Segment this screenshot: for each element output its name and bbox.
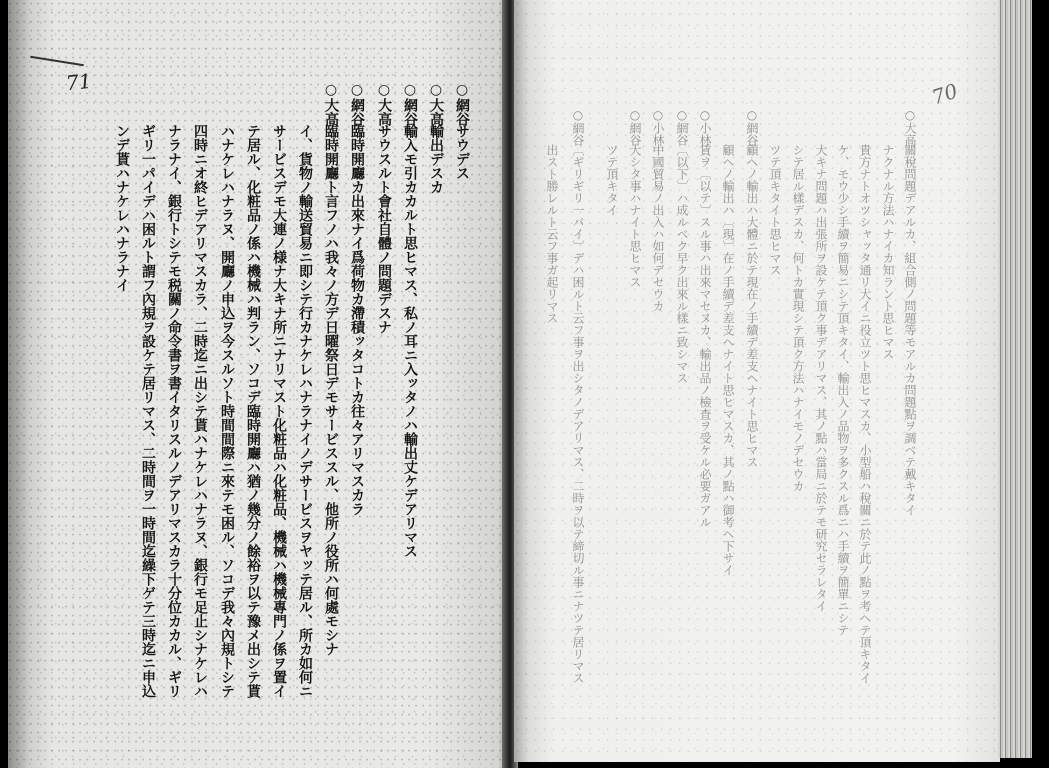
text-column (765, 108, 785, 708)
speaker-label: ○網谷 (454, 82, 470, 126)
text-column (321, 82, 341, 722)
column-text: 臨時開廳ト言フノハ我々ノ方デ日曜祭日デモサービススル、他所ノ役所ハ何處モシナ (323, 124, 339, 656)
column-text: ナラナイ、銀行トシテモ税關ノ命令書ヲ書イタリスルノデアリマスカラ十分位カカル、ギリ (166, 124, 182, 698)
column-text: ギリ一パイデハ困ルト謂フ內規ヲ設ケテ居リマス、二時間ヲ一時間迄繰下ゲテ三時迄ニ申込 (140, 124, 156, 698)
column-text: 顧ヘノ輸出ハ〔現〕在ノ手續デ差支ヘナイト思ヒマスカ、其ノ點ハ御考ヘ下サイ (721, 144, 735, 576)
text-column (347, 82, 367, 722)
column-text: 四時ニオ終ヒデアリマスカラ、二時迄ニ出シテ貰ハナケレハナラヌ、銀行モ足止シナケレハ (192, 124, 208, 698)
text-column (742, 108, 762, 708)
text-column (452, 82, 472, 722)
speaker-label: ○大高 (903, 108, 917, 146)
column-text: 中國貿易ノ出入ハ如何デセウカ (651, 144, 665, 312)
speaker-label: ○大高 (428, 82, 444, 126)
column-text: ナクナル方法ハナイカ知ラント思ヒマス (881, 144, 895, 360)
column-text: サウデス (454, 124, 470, 180)
column-text: 關稅問題デアルカ、組合側ノ問題等モアルカ問題點ヲ調ベテ戴キタイ (903, 144, 917, 516)
text-column (295, 82, 315, 722)
column-text: ンデ貰ハナケレハナラナイ (114, 124, 130, 292)
text-column (400, 82, 420, 722)
speaker-label: ○網谷 (628, 108, 642, 146)
column-text: 臨時開廳カ出來ナイ爲荷物カ滯積ッタコトカ往々アリマスカラ (349, 124, 365, 516)
text-column (243, 82, 263, 722)
column-text: 〔以下〕ハ成ルベク早ク出來ル樣ニ致シマス (675, 144, 689, 384)
text-column (718, 108, 738, 708)
column-text: ハナケレハナラヌ、開廳ノ申込ヲ今スルソト時間間際ニ來テモ困ル、ソコデ我々內規トシテ (219, 124, 235, 698)
speaker-label: ○網谷 (675, 108, 689, 146)
right-page (514, 0, 1000, 762)
page-number-right: 70 (928, 78, 961, 110)
page-stack-edge (998, 0, 1032, 758)
column-text: サービスデモ大連ノ様ナ大キナ所ニナリマスト化粧品ハ化粧品、機械ハ機械專門ノ係ヲ置イ (271, 124, 287, 698)
text-column (878, 108, 898, 708)
speaker-label: ○網谷 (402, 82, 418, 126)
text-column (426, 82, 446, 722)
text-column (695, 108, 715, 708)
text-column (625, 108, 645, 708)
speaker-label: ○大高 (323, 82, 339, 126)
speaker-label: ○小林 (651, 108, 665, 146)
column-text: 大シタ事ハナイト思ヒマス (628, 144, 642, 288)
text-column (648, 108, 668, 708)
text-column (112, 82, 132, 722)
speaker-label: ○網谷 (349, 82, 365, 126)
text-column (811, 108, 831, 708)
text-column (217, 82, 237, 722)
column-text: 輸出デスカ (428, 124, 444, 194)
column-text: 〔ギリギリ一パイ〕デハ困ルト云フ事ヲ出シタノデアリマス、二時ヲ以テ締切ル事ニナツテ居リマス (571, 144, 585, 684)
column-text: 出スト勝レルト云フ事ガ起リマス (545, 144, 559, 324)
text-column (788, 108, 808, 708)
text-column (900, 108, 920, 708)
text-column (568, 108, 588, 708)
column-text: ケ、モウ少シ手續ヲ簡易ニシテ頂キタイ、輸出入ノ品物ヲ多クスル爲ニハ手續ヲ簡單ニシテ (836, 144, 850, 636)
text-column (190, 82, 210, 722)
column-text: 輸入モ引カカルト思ヒマス、私ノ耳ニ入ッタノハ輸出丈ケデアリマス (402, 124, 418, 558)
text-column (164, 82, 184, 722)
column-text: 賃ヲ〔以テ〕スル事ハ出來マセヌカ、輸出品ノ檢査ヲ受ケル必要ガアル (698, 144, 712, 528)
column-text: 顧ヘノ輸出ハ大體ニ於テ現在ノ手續デ差支ヘナイト思ヒマス (745, 144, 759, 468)
text-column (855, 108, 875, 708)
page-number-left: 71 (64, 68, 93, 96)
text-column (833, 108, 853, 708)
text-column (138, 82, 158, 722)
speaker-label: ○小林 (698, 108, 712, 146)
text-column (374, 82, 394, 722)
column-text: ツテ頂キタイト思ヒマス (768, 144, 782, 276)
pen-stroke-mark (30, 56, 84, 66)
column-text: サウスルト會社自體ノ問題デスナ (376, 124, 392, 334)
text-column (542, 108, 562, 708)
text-column (269, 82, 289, 722)
column-text: 大キナ問題ハ出張所ヲ設ケテ頂ク事デアリマス、其ノ點ハ當局ニ於テモ研究セラレタイ (814, 144, 828, 612)
column-text: イ、貨物ノ輸送貿易ニ即シテ行カナケレハナラナイノデサービスヲヤッテ居ル、所カ如何ニ (297, 124, 313, 698)
text-column (602, 108, 622, 708)
column-text: 貴方ナトオツシャッタ通リ大イニ役立ツト思ヒマスカ、小型船ハ稅關ニ於テ此ノ點ヲ考ヘテ頂キタイ (858, 144, 872, 684)
speaker-label: ○網谷 (571, 108, 585, 146)
text-column (672, 108, 692, 708)
column-text: ツテ頂キタイ (605, 144, 619, 216)
column-text: シテ居ル樣デスカ、何トカ實現シテ頂ク方法ハナイモノデセウカ (791, 144, 805, 492)
column-text: テ居ル、化粧品ノ係ハ機械ハ判ラン、ソコデ臨時開廳ハ猶ノ幾分ノ餘裕ヲ以テ豫メ出シテ貰 (245, 124, 261, 698)
speaker-label: ○大高 (376, 82, 392, 126)
speaker-label: ○網谷 (745, 108, 759, 146)
left-page (8, 0, 508, 768)
